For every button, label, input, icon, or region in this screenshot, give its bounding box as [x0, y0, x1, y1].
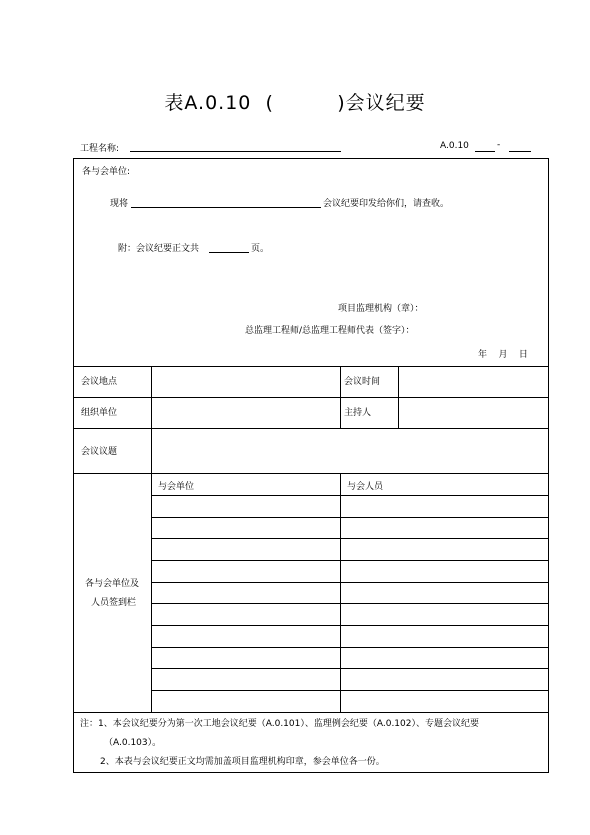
signin-person-cell[interactable] — [341, 539, 548, 560]
attachment-pages-field[interactable] — [209, 252, 249, 253]
signin-person-cell[interactable] — [341, 648, 548, 668]
signin-unit-cell[interactable] — [152, 648, 339, 668]
organizer-label: 组织单位 — [81, 408, 118, 418]
date-label: 年 月 日 — [478, 350, 528, 360]
project-name-field[interactable] — [130, 151, 341, 152]
signin-label-line1: 各与会单位及 — [85, 579, 140, 589]
divider — [73, 473, 549, 474]
note-line-1: 注：1、本会议纪要分为第一次工地会议纪要（A.0.101）、监理例会纪要（A.0.102）、专题会议纪要 — [80, 719, 479, 729]
meeting-topic-field[interactable] — [152, 429, 548, 473]
signin-unit-cell[interactable] — [152, 691, 339, 712]
meeting-topic-label: 会议议题 — [81, 447, 118, 457]
meeting-name-field[interactable] — [131, 207, 321, 208]
signin-person-cell[interactable] — [341, 518, 548, 538]
signin-unit-cell[interactable] — [152, 583, 339, 603]
form-code-field-1[interactable] — [475, 151, 495, 152]
attending-person-header: 与会人员 — [347, 482, 384, 492]
signin-person-cell[interactable] — [341, 583, 548, 603]
meeting-time-field[interactable] — [399, 367, 548, 397]
signin-unit-cell[interactable] — [152, 669, 339, 690]
signin-person-cell[interactable] — [341, 604, 548, 625]
notice-prefix: 现将 — [110, 199, 129, 209]
signin-person-cell[interactable] — [341, 691, 548, 712]
attachment-suffix: 页。 — [251, 244, 270, 254]
host-label: 主持人 — [344, 408, 372, 418]
signin-person-cell[interactable] — [341, 669, 548, 690]
signin-person-cell[interactable] — [341, 561, 548, 582]
signin-unit-cell[interactable] — [152, 604, 339, 625]
notice-suffix: 会议纪要印发给你们，请查收。 — [323, 199, 450, 209]
attendees-label: 各与会单位: — [82, 167, 131, 177]
divider — [73, 712, 549, 713]
chief-engineer-sign-label: 总监理工程师/总监理工程师代表（签字）： — [245, 326, 415, 336]
meeting-place-label: 会议地点 — [81, 377, 118, 387]
organizer-field[interactable] — [152, 398, 339, 428]
org-stamp-label: 项目监理机构（章）： — [338, 304, 424, 314]
attachment-prefix: 附：会议纪要正文共 — [118, 244, 200, 254]
signin-label-line2: 人员签到栏 — [91, 598, 137, 608]
note-line-3: 2、本表与会议纪要正文均需加盖项目监理机构印章，参会单位各一份。 — [100, 757, 385, 767]
form-title: 表A.0.10 ( )会议纪要 — [164, 92, 426, 114]
signin-person-cell[interactable] — [341, 496, 548, 517]
host-field[interactable] — [399, 398, 548, 428]
meeting-place-field[interactable] — [152, 367, 339, 397]
form-code-field-2[interactable] — [509, 151, 531, 152]
signin-unit-cell[interactable] — [152, 539, 339, 560]
project-name-label: 工程名称: — [80, 144, 120, 154]
form-code-label: A.0.10 — [440, 141, 469, 151]
signin-unit-cell[interactable] — [152, 518, 339, 538]
signin-unit-cell[interactable] — [152, 561, 339, 582]
meeting-time-label: 会议时间 — [344, 377, 381, 387]
divider — [340, 366, 341, 428]
signin-unit-cell[interactable] — [152, 626, 339, 647]
attending-unit-header: 与会单位 — [158, 482, 195, 492]
signin-unit-cell[interactable] — [152, 496, 339, 517]
note-line-2: （A.0.103）。 — [104, 738, 162, 748]
signin-person-cell[interactable] — [341, 626, 548, 647]
form-code-dash: - — [497, 140, 501, 150]
